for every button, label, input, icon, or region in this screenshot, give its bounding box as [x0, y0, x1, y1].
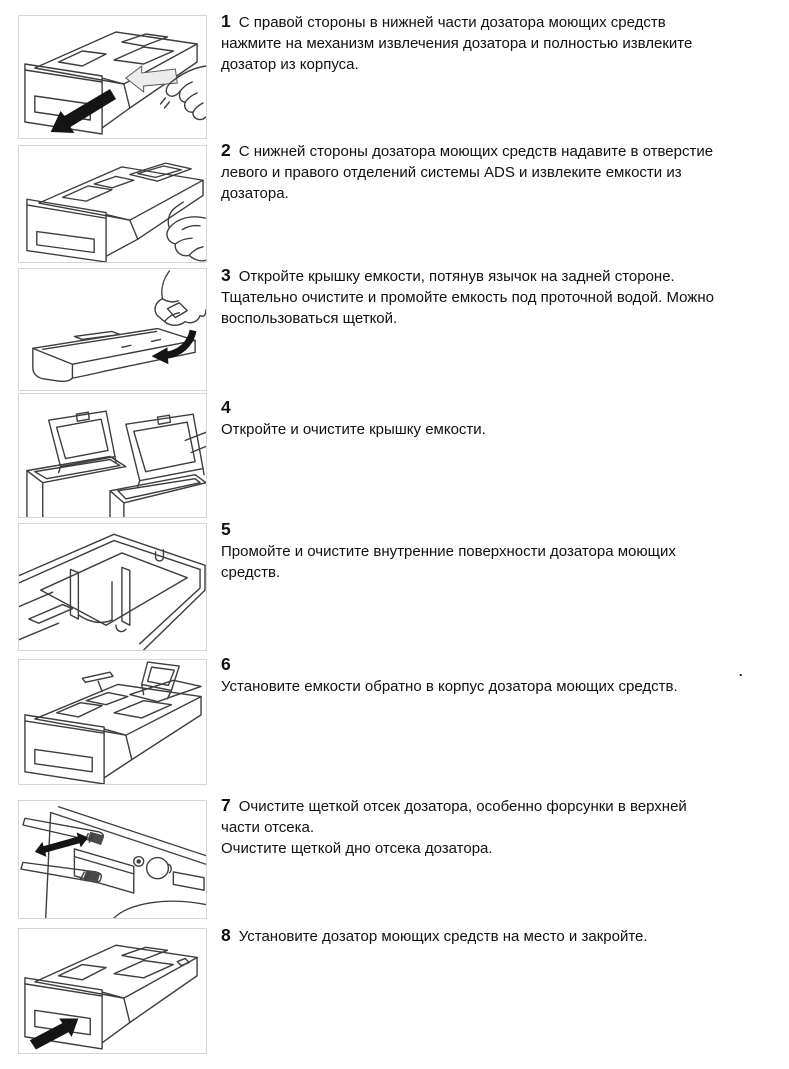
open-lids-drawing: [27, 411, 206, 517]
stray-print-mark: .: [739, 664, 743, 679]
step-5-paragraph: Промойте и очистите внутренние поверхности дозатора моющих средств.: [221, 543, 676, 581]
step-6-paragraph: Установите емкости обратно в корпус дозатора моющих средств.: [221, 678, 678, 695]
double-headed-arrow: [35, 832, 88, 856]
step-1-text: [221, 11, 721, 75]
step-7-number: 7: [221, 795, 231, 815]
step-8-figure: [18, 928, 207, 1054]
step-7-text: [221, 795, 721, 859]
step-5-number: 5: [221, 519, 231, 539]
step-8-number: 8: [221, 925, 231, 945]
step-3-illustration: [19, 269, 206, 390]
brush-bottom: [21, 862, 101, 883]
step-3-text: [221, 265, 721, 329]
dispenser-drawer-drawing: [27, 163, 203, 262]
step-2-lead-text: С нижней стороны дозатора моющих средств надавите в отверстие левого и правого отделений системы ADS и извлеките емкости из дозатора.: [221, 143, 714, 202]
step-2-illustration: [19, 146, 206, 262]
hand-drawing: [155, 271, 206, 325]
step-4-illustration: [19, 394, 206, 517]
step-1-number: 1: [221, 11, 231, 31]
step-4-lead: [221, 397, 721, 419]
step-3-figure: [18, 268, 207, 391]
step-4-number: 4: [221, 397, 231, 417]
step-4-figure: [18, 393, 207, 518]
step-6-text: [221, 654, 721, 697]
step-7-paragraph: Очистите щеткой дно отсека дозатора.: [221, 840, 493, 857]
step-6-number: 6: [221, 654, 231, 674]
step-2-figure: [18, 145, 207, 263]
step-1-lead-text: С правой стороны в нижней части дозатора моющих средств нажмите на механизм извлечения дозатора и полностью извлеките дозатор из корпуса.: [221, 14, 693, 73]
step-8-illustration: [19, 929, 206, 1053]
step-2-number: 2: [221, 140, 231, 160]
step-1-lead: [221, 11, 721, 75]
step-6-figure: [18, 659, 207, 785]
step-1-figure: [18, 15, 207, 139]
step-3-lead: [221, 265, 721, 287]
hand-drawing: [167, 202, 206, 261]
step-2-text: [221, 140, 721, 204]
step-5-figure: [18, 523, 207, 651]
step-2-lead: [221, 140, 721, 204]
step-3-paragraph: Тщательно очистите и промойте емкость под проточной водой. Можно воспользоваться щеткой.: [221, 289, 714, 327]
step-4-text: [221, 397, 721, 440]
step-5-lead: [221, 519, 721, 541]
step-8-text: [221, 925, 721, 947]
dispenser-with-containers-drawing: [25, 662, 201, 784]
step-4-paragraph: Откройте и очистите крышку емкости.: [221, 421, 486, 438]
push-in-arrow: [30, 1018, 79, 1049]
open-lid-arrowhead: [152, 347, 169, 364]
step-3-number: 3: [221, 265, 231, 285]
step-7-lead: [221, 795, 721, 838]
step-5-text: [221, 519, 721, 583]
release-slide-arrow: [126, 66, 177, 92]
pull-out-arrow: [51, 89, 116, 133]
step-3-lead-text: Откройте крышку емкости, потянув язычок на задней стороне.: [238, 268, 675, 285]
step-1-illustration: [19, 16, 206, 138]
dispenser-interior-drawing: [19, 534, 205, 650]
step-5-illustration: [19, 524, 206, 650]
step-7-illustration: [19, 801, 206, 918]
washer-front-drawing: [46, 807, 206, 918]
step-6-illustration: [19, 660, 206, 784]
step-6-lead: [221, 654, 721, 676]
step-7-lead-text: Очистите щеткой отсек дозатора, особенно форсунки в верхней части отсека.: [221, 798, 687, 836]
step-8-lead-text: Установите дозатор моющих средств на место и закройте.: [238, 928, 648, 945]
step-7-figure: [18, 800, 207, 919]
step-8-lead: [221, 925, 721, 947]
